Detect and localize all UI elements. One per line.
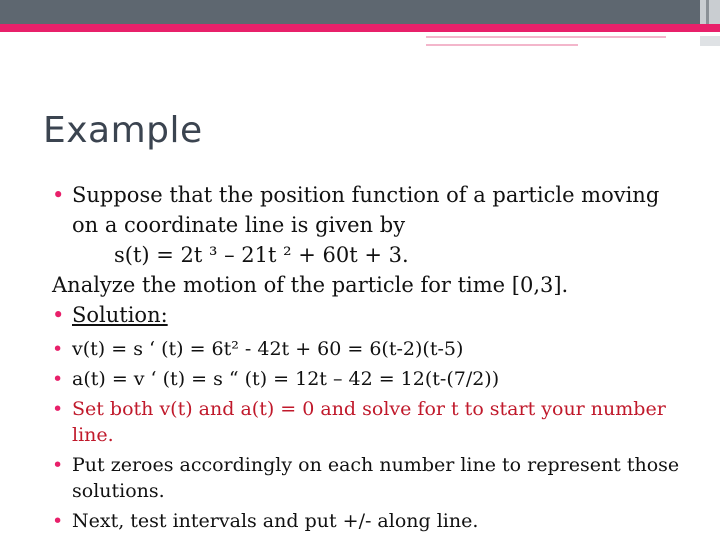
list-item-continuation (52, 422, 692, 448)
accent-line (426, 44, 578, 46)
bullet-icon: • (52, 368, 64, 390)
item-text: Next, test intervals and put +/- along line. (72, 510, 479, 532)
bullet-icon: • (52, 510, 64, 532)
velocity-line: v(t) = s ‘ (t) = 6t² - 42t + 60 = 6(t-2)(t-5) (72, 338, 464, 360)
item-text: Analyze the motion of the particle for time [0,3]. (52, 273, 569, 297)
list-item (52, 452, 692, 478)
list-item (52, 508, 692, 534)
bullet-icon: • (52, 454, 64, 476)
equation-line (52, 240, 692, 270)
accent-line (426, 36, 666, 38)
item-text: Set both v(t) and a(t) = 0 and solve for t to start your number (72, 398, 666, 420)
solution-label: Solution: (72, 303, 168, 327)
item-text: on a coordinate line is given by (72, 213, 406, 237)
item-text: solutions. (72, 480, 165, 502)
list-item (52, 300, 692, 330)
bullet-icon: • (52, 303, 65, 327)
bullet-icon: • (52, 183, 65, 207)
slide-title: Example (43, 110, 203, 151)
accent-block (700, 36, 720, 46)
bullet-icon: • (52, 398, 64, 420)
position-function: s(t) = 2t ³ – 21t ² + 60t + 3. (114, 243, 409, 267)
text-line (52, 270, 692, 300)
list-item-continuation (52, 210, 692, 240)
bullet-icon: • (52, 338, 64, 360)
list-item (52, 396, 692, 422)
list-item (52, 180, 692, 210)
acceleration-line: a(t) = v ‘ (t) = s “ (t) = 12t – 42 = 12(t-(7/2)) (72, 368, 500, 390)
item-text: line. (72, 424, 114, 446)
header-bar-end (700, 0, 720, 24)
item-text: Suppose that the position function of a particle moving (72, 183, 660, 207)
list-item (52, 366, 692, 392)
list-item-continuation (52, 478, 692, 504)
accent-bar (0, 24, 720, 32)
header-bar (0, 0, 700, 24)
item-text: Put zeroes accordingly on each number line to represent those (72, 454, 680, 476)
list-item (52, 336, 692, 362)
slide-body (52, 180, 692, 534)
